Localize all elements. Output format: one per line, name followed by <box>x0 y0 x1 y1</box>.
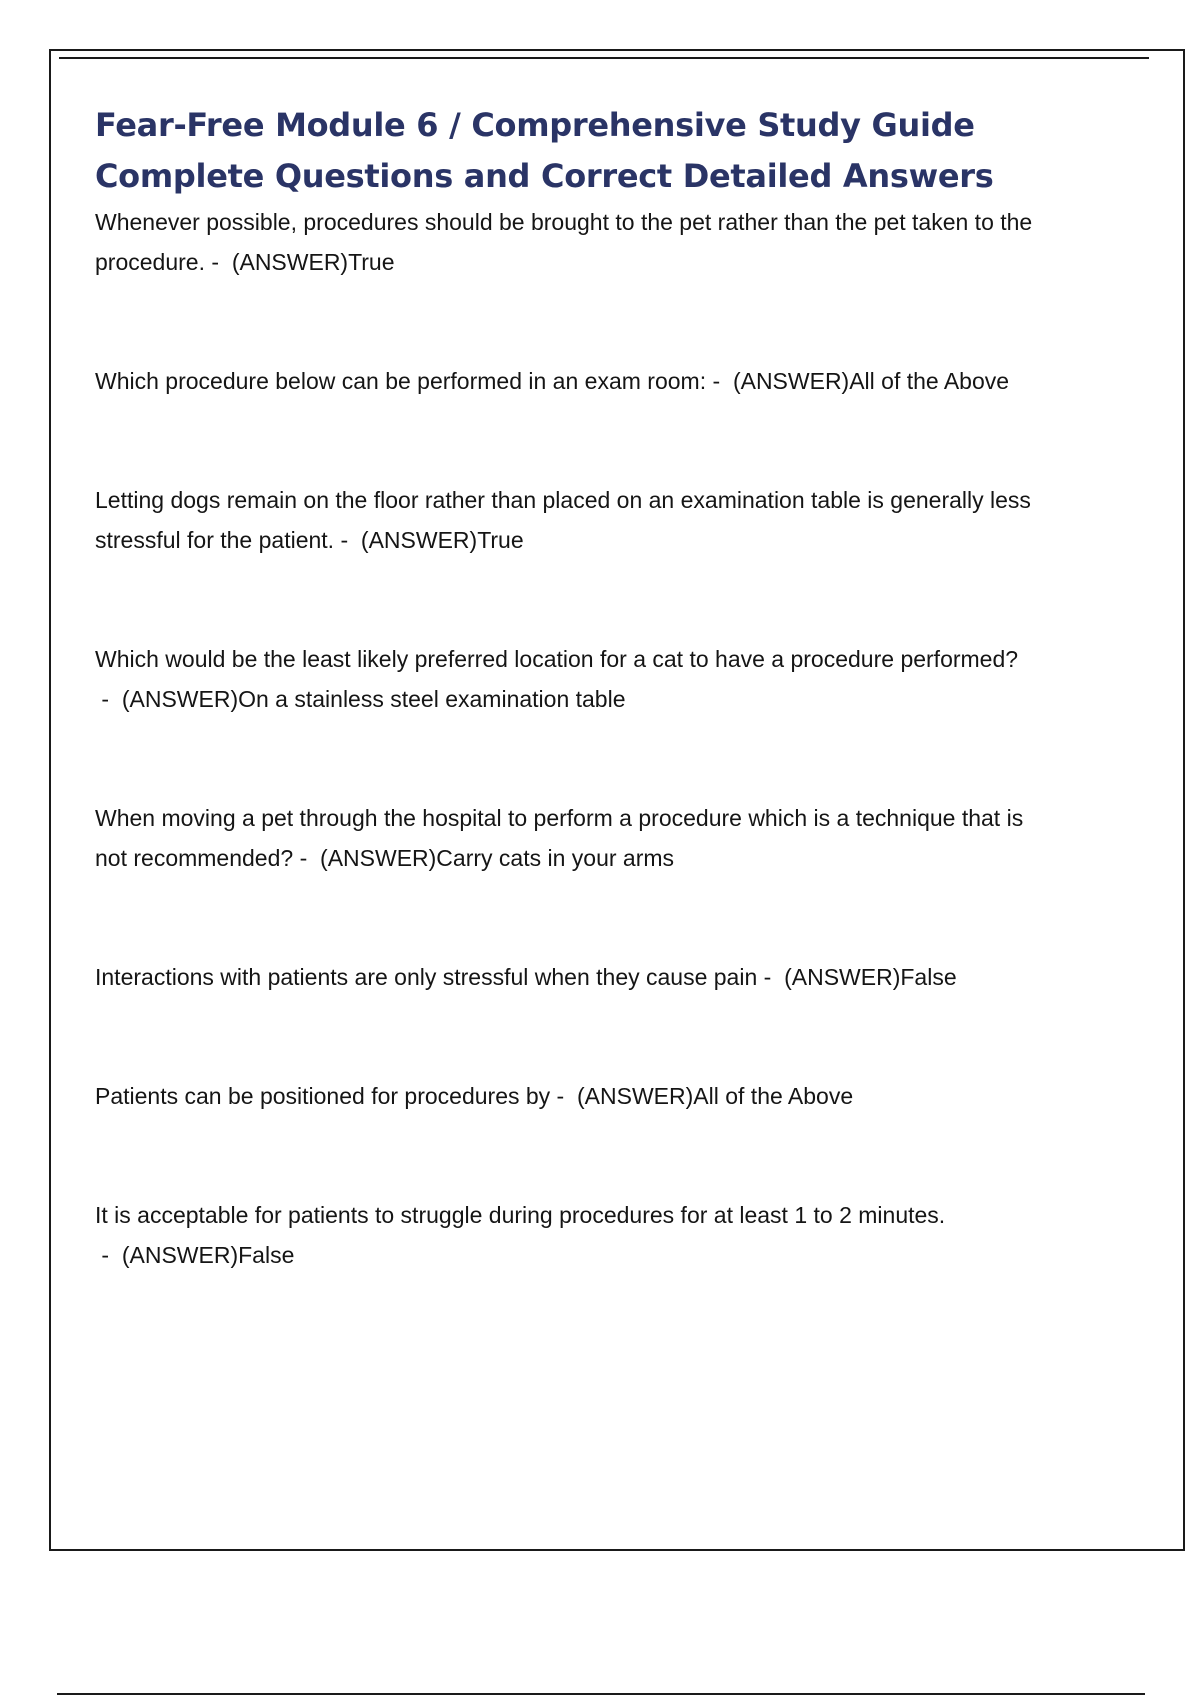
document-title <box>95 100 1055 202</box>
answer-text: (ANSWER)False <box>121 1242 295 1268</box>
qa-item-6 <box>95 957 1055 997</box>
answer-text: (ANSWER)All of the Above <box>732 368 1010 394</box>
top-rule <box>59 57 1149 59</box>
answer-text: (ANSWER)True <box>360 527 524 553</box>
answer-text: (ANSWER)Carry cats in your arms <box>320 845 675 871</box>
question-text: Which would be the least likely preferred location for a cat to have a procedure performed? <box>95 646 1019 672</box>
qa-separator: - <box>334 527 361 553</box>
qa-list <box>95 202 1055 1275</box>
question-text: Letting dogs remain on the floor rather than placed on an examination table is generally less stressful for the patient. <box>95 487 1031 553</box>
title-line-1: Fear-Free Module 6 / Comprehensive Study Guide <box>95 106 975 144</box>
qa-item-2 <box>95 361 1055 401</box>
qa-item-3 <box>95 480 1055 560</box>
answer-text: (ANSWER)False <box>784 964 957 990</box>
qa-separator: - <box>293 845 321 871</box>
qa-separator: - <box>706 368 733 394</box>
answer-text: (ANSWER)All of the Above <box>577 1083 854 1109</box>
answer-text: (ANSWER)On a stainless steel examination table <box>121 686 626 712</box>
bottom-rule <box>57 1693 1145 1695</box>
qa-item-5 <box>95 798 1055 878</box>
document-body <box>95 100 1055 1354</box>
qa-separator: - <box>757 964 785 990</box>
qa-item-8 <box>95 1195 1055 1275</box>
answer-text: (ANSWER)True <box>231 249 395 275</box>
qa-separator: - <box>95 1242 122 1268</box>
question-text: Patients can be positioned for procedures by <box>95 1083 551 1109</box>
qa-separator: - <box>204 249 232 275</box>
qa-item-7 <box>95 1076 1055 1116</box>
question-text: Which procedure below can be performed in an exam room: <box>95 368 707 394</box>
qa-item-1 <box>95 202 1055 282</box>
qa-separator: - <box>95 686 122 712</box>
question-text: Interactions with patients are only stressful when they cause pain <box>95 964 758 990</box>
question-text: Whenever possible, procedures should be brought to the pet rather than the pet taken to the procedure. <box>95 209 1033 275</box>
qa-separator: - <box>550 1083 578 1109</box>
qa-item-4 <box>95 639 1055 719</box>
title-line-2: Complete Questions and Correct Detailed Answers <box>95 157 994 195</box>
question-text: When moving a pet through the hospital to perform a procedure which is a technique that is not recommended? <box>95 805 1024 871</box>
question-text: It is acceptable for patients to struggle during procedures for at least 1 to 2 minutes. <box>95 1202 946 1228</box>
